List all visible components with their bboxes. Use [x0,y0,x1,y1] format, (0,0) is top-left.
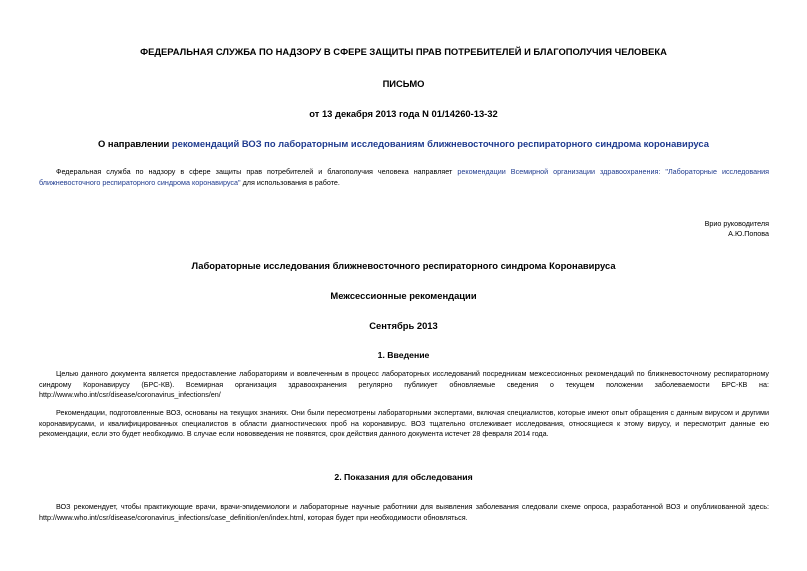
section2-title: 2. Показания для обследования [334,472,473,482]
section1-title: 1. Введение [377,350,430,360]
annex-subtitle: Межсессионные рекомендации [330,290,477,301]
section2-paragraph1: ВОЗ рекомендует, чтобы практикующие врачи, врачи-эпидемиологи и лабораторные научные работники для выявления заболевания следовали схеме опроса, разработанной ВОЗ и опубликованной здесь: http://www.who.int/csr/disease/coronavirus_infections/case_definition/en/index.html, которая будет при необходимости обновляться. [39,502,769,522]
intro-text-before: Федеральная служба по надзору в сфере защиты прав потребителей и благополучия человека направляет [56,167,458,176]
signature-position: Врио руководителя [704,219,769,228]
doc-subject [40,138,767,149]
section1-paragraph2: Рекомендации, подготовленные ВОЗ, основаны на текущих знаниях. Они были пересмотрены лабораторными экспертами, включая специалистов, которые имеют опыт обращения с данным вирусом и другими коронавирусами, и квалифицированных специалистов в области диагностических проб на коронавирус. ВОЗ тщательно отслеживает исследования, относящиеся к этому вирусу, и пересмотрит данные ею рекомендации, если это будет необходимо. В случае если нововведения не появятся, срок действия данного документа истечет 28 февраля 2014 года. [39,408,769,439]
subject-link[interactable]: рекомендаций ВОЗ по лабораторным исследованиям ближневосточного респираторного синдрома коронавируса [171,138,709,149]
section1-paragraph1: Целью данного документа является предоставление лабораториям и вовлеченным в процесс лабораторных исследований посредникам межсессионных рекомендаций по ближневосточному респираторному синдрому Коронавирусу (БРС-КВ). Всемирная организация здравоохранения регулярно публикует обновляемые сведения о текущем положении заболеваемости БРС-КВ на: http://www.who.int/csr/disease/coronavirus_infections/en/ [39,369,769,400]
signature-name: А.Ю.Попова [728,229,769,238]
doc-date: от 13 декабря 2013 года N 01/14260-13-32 [309,108,498,119]
intro-paragraph [39,167,769,188]
doc-type: ПИСЬМО [382,78,425,89]
signature-block [705,219,769,239]
agency-title: ФЕДЕРАЛЬНАЯ СЛУЖБА ПО НАДЗОРУ В СФЕРЕ ЗАЩИТЫ ПРАВ ПОТРЕБИТЕЛЕЙ И БЛАГОПОЛУЧИЯ ЧЕЛОВЕКА [140,46,667,57]
annex-date: Сентябрь 2013 [369,320,438,331]
intro-link[interactable]: рекомендации Всемирной организации здравоохранения: "Лабораторные исследования ближневосточного респираторного синдрома коронавируса" [39,167,769,187]
intro-text-after: для использования в работе. [240,177,340,187]
annex-title: Лабораторные исследования ближневосточного респираторного синдрома Коронавируса [191,260,616,271]
subject-prefix: О направлении [98,138,172,149]
